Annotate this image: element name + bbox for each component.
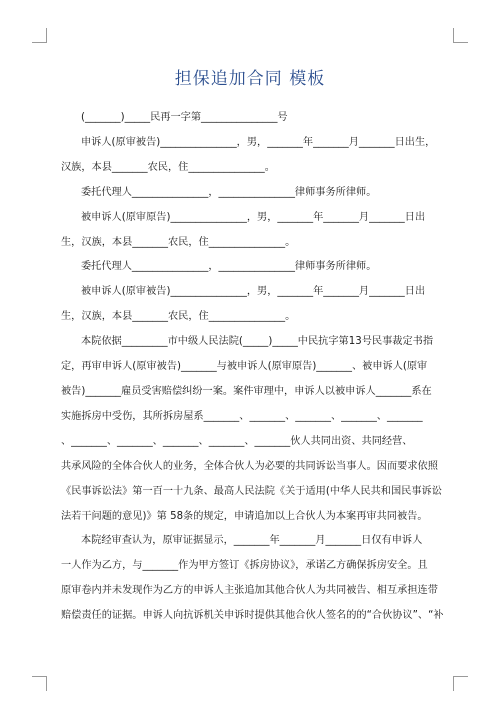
page-corner-mark-top-right xyxy=(453,28,468,43)
body-line-7: 《民事诉讼法》第一百一十九条、最高人民法院《关于适用(中华人民共和国民事诉讼 xyxy=(61,485,442,497)
respondent-2-line-1: 被申诉人(原审被告)_______________，男，_______年_______月_______日出 xyxy=(81,286,426,298)
respondent-1-line-1: 被申诉人(原审原告)_______________，男，_______年_______月_______日出 xyxy=(81,211,426,223)
appellant-line-2: 汉族，本县_______农民，住_______________。 xyxy=(61,161,275,173)
respondent-1-line-2: 生，汉族，本县_______农民，住_______________。 xyxy=(61,236,296,248)
body-line-1: 本院依据_________市中级人民法院(_____)_____中民抗字第13号民事裁定书指 xyxy=(81,336,434,348)
body-line-10: 一人作为乙方，与_______作为甲方签订《拆房协议》，承诺乙方确保拆房安全。且 xyxy=(61,560,428,572)
body-line-6: 共承风险的全体合伙人的业务，全体合伙人为必要的共同诉讼当事人。因而要求依照 xyxy=(61,460,438,472)
page-corner-mark-top-left xyxy=(32,28,47,43)
body-line-8: 法若干问题的意见)》第 58条的规定，申请追加以上合伙人为本案再审共同被告。 xyxy=(61,510,428,522)
document-body xyxy=(61,106,444,629)
case-number-line: (_______)_____民再一字第_______________号 xyxy=(81,112,288,123)
body-line-5: 、_______、_______、_______、_______、_______伙人共同出资、共同经营、 xyxy=(61,435,413,447)
page-corner-mark-bottom-left xyxy=(32,676,47,691)
respondent-2-line-2: 生，汉族，本县_______农民，住_______________。 xyxy=(61,311,296,323)
body-line-4: 实施拆房中受伤，其所拆房屋系_______、_______、_______、_______、_______ xyxy=(61,410,423,422)
body-line-12: 赔偿责任的证据。申诉人向抗诉机关申诉时提供其他合伙人签名的的“合伙协议”、“补 xyxy=(61,610,444,622)
document-title: 担保追加合同 模板 xyxy=(174,69,326,89)
body-line-9: 本院经审查认为，原审证据显示，_______年_______月_______日仅有申诉人 xyxy=(81,535,423,547)
appellant-line-1: 申诉人(原审被告)_______________，男，_______年_______月_______日出生， xyxy=(81,136,436,148)
body-line-2: 定，再审申诉人(原审被告)_______与被申诉人(原审原告)_______、被申诉人(原审 xyxy=(61,361,428,373)
body-line-3: 被告)_______雇员受害赔偿纠纷一案。案件审理中，申诉人以被申诉人_______系在 xyxy=(61,385,432,397)
agent-line-1: 委托代理人_______________，_______________律师事务所律师。 xyxy=(81,186,377,198)
agent-line-2: 委托代理人_______________，_______________律师事务所律师。 xyxy=(81,261,377,273)
body-line-11: 原审卷内并未发现作为乙方的申诉人主张追加其他合伙人为共同被告、相互承担连带 xyxy=(61,585,438,597)
page-corner-mark-bottom-right xyxy=(453,676,468,691)
